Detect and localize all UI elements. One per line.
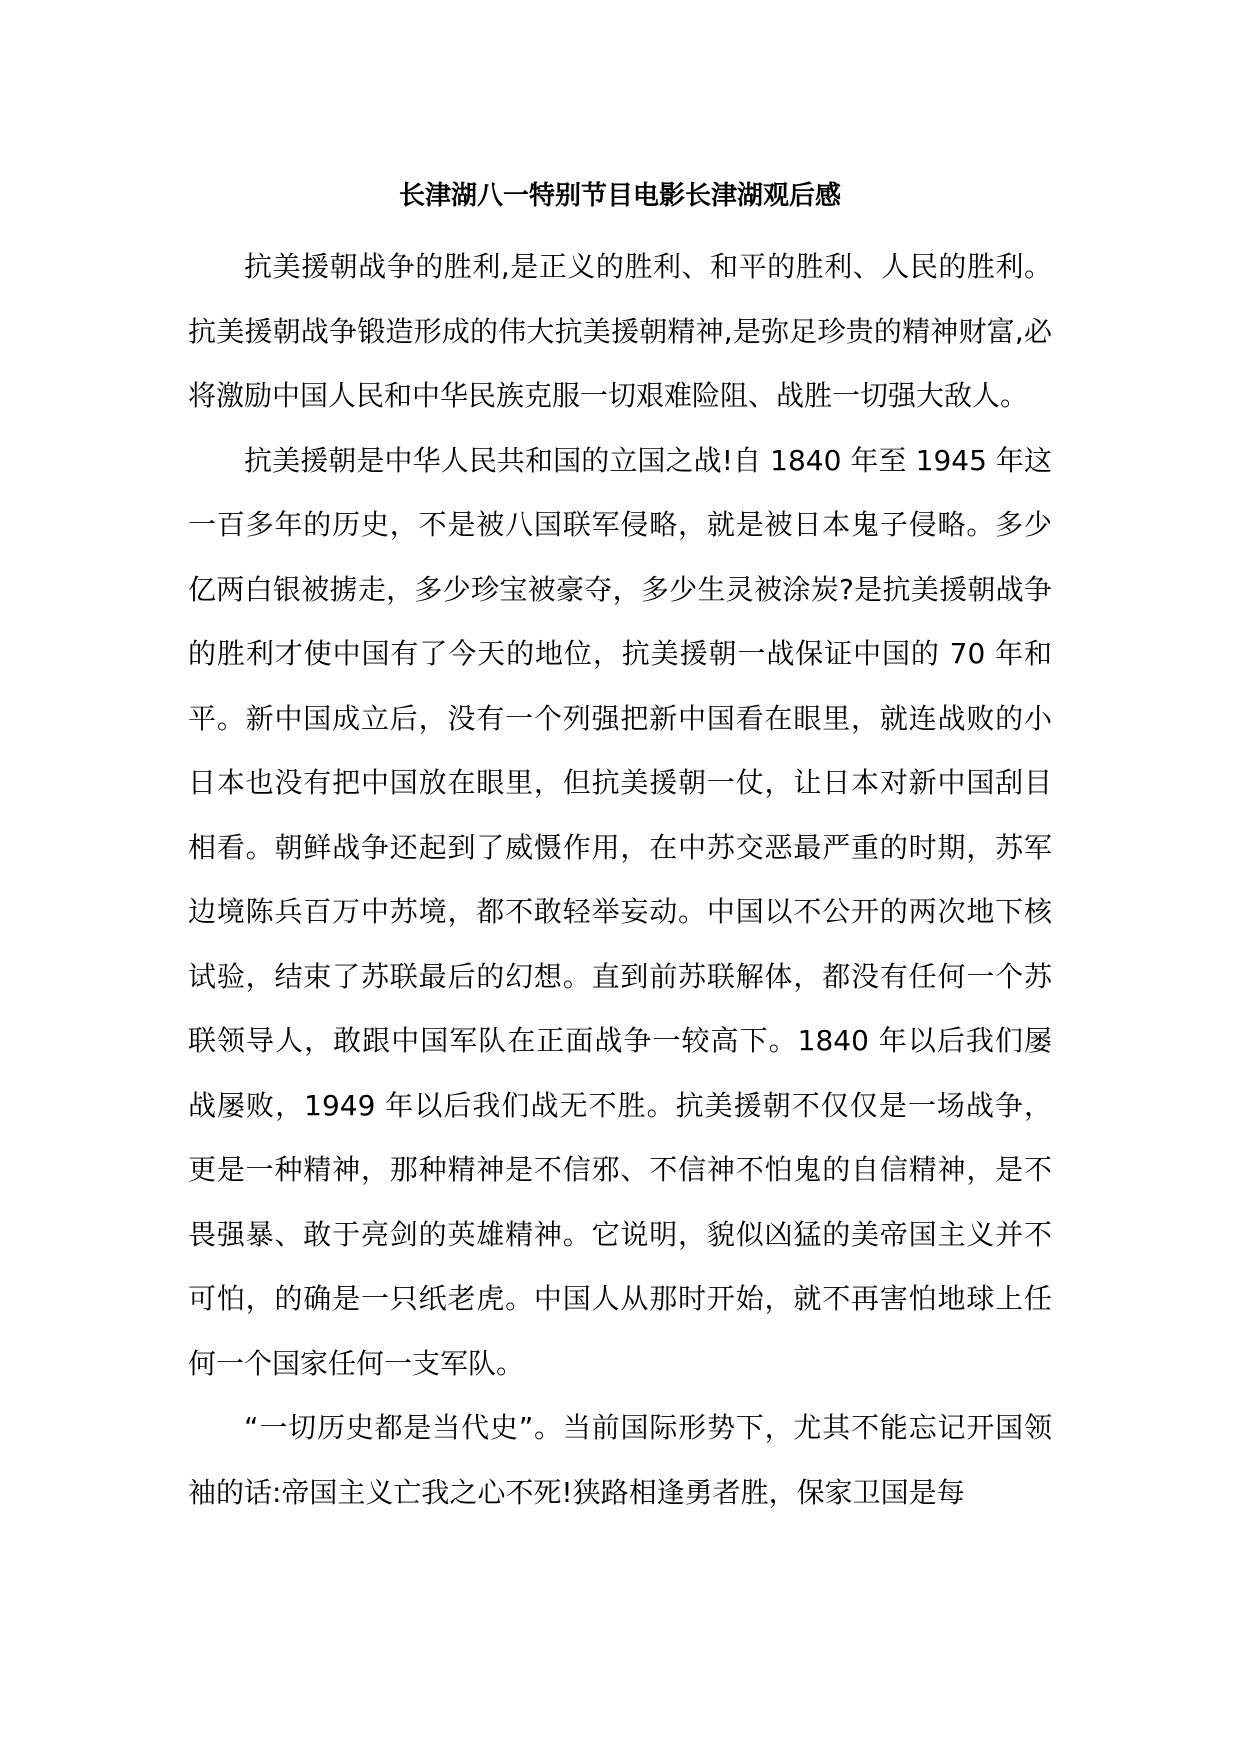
document-title: 长津湖八一特别节目电影长津湖观后感 [398, 181, 841, 211]
paragraph-1: 抗美援朝战争的胜利,是正义的胜利、和平的胜利、人民的胜利。抗美援朝战争锻造形成的伟大抗美援朝精神,是弥足珍贵的精神财富,必将激励中国人民和中华民族克服一切艰难险阻、战胜一切强大敌人。 [188, 250, 1052, 412]
document-body [188, 235, 1052, 1525]
paragraph-3: “一切历史都是当代史”。当前国际形势下，尤其不能忘记开国领袖的话:帝国主义亡我之心不死!狭路相逢勇者胜，保家卫国是每 [188, 1411, 1052, 1509]
paragraph-2: 抗美援朝是中华人民共和国的立国之战!自 1840 年至 1945 年这一百多年的历史，不是被八国联军侵略，就是被日本鬼子侵略。多少亿两白银被掳走，多少珍宝被豪夺，多少生灵被涂炭?是抗美援朝战争的胜利才使中国有了今天的地位，抗美援朝一战保证中国的 70 年和平。新中国成立后，没有一个列强把新中国看在眼里，就连战败的小日本也没有把中国放在眼里，但抗美援朝一仗，让日本对新中国刮目相看。朝鲜战争还起到了威慑作用，在中苏交恶最严重的时期，苏军边境陈兵百万中苏境，都不敢轻举妄动。中国以不公开的两次地下核试验，结束了苏联最后的幻想。直到前苏联解体，都没有任何一个苏联领导人，敢跟中国军队在正面战争一较高下。1840 年以后我们屡战屡败，1949 年以后我们战无不胜。抗美援朝不仅仅是一场战争，更是一种精神，那种精神是不信邪、不信神不怕鬼的自信精神，是不畏强暴、敢于亮剑的英雄精神。它说明，貌似凶猛的美帝国主义并不可怕，的确是一只纸老虎。中国人从那时开始，就不再害怕地球上任何一个国家任何一支军队。 [188, 443, 1052, 1380]
